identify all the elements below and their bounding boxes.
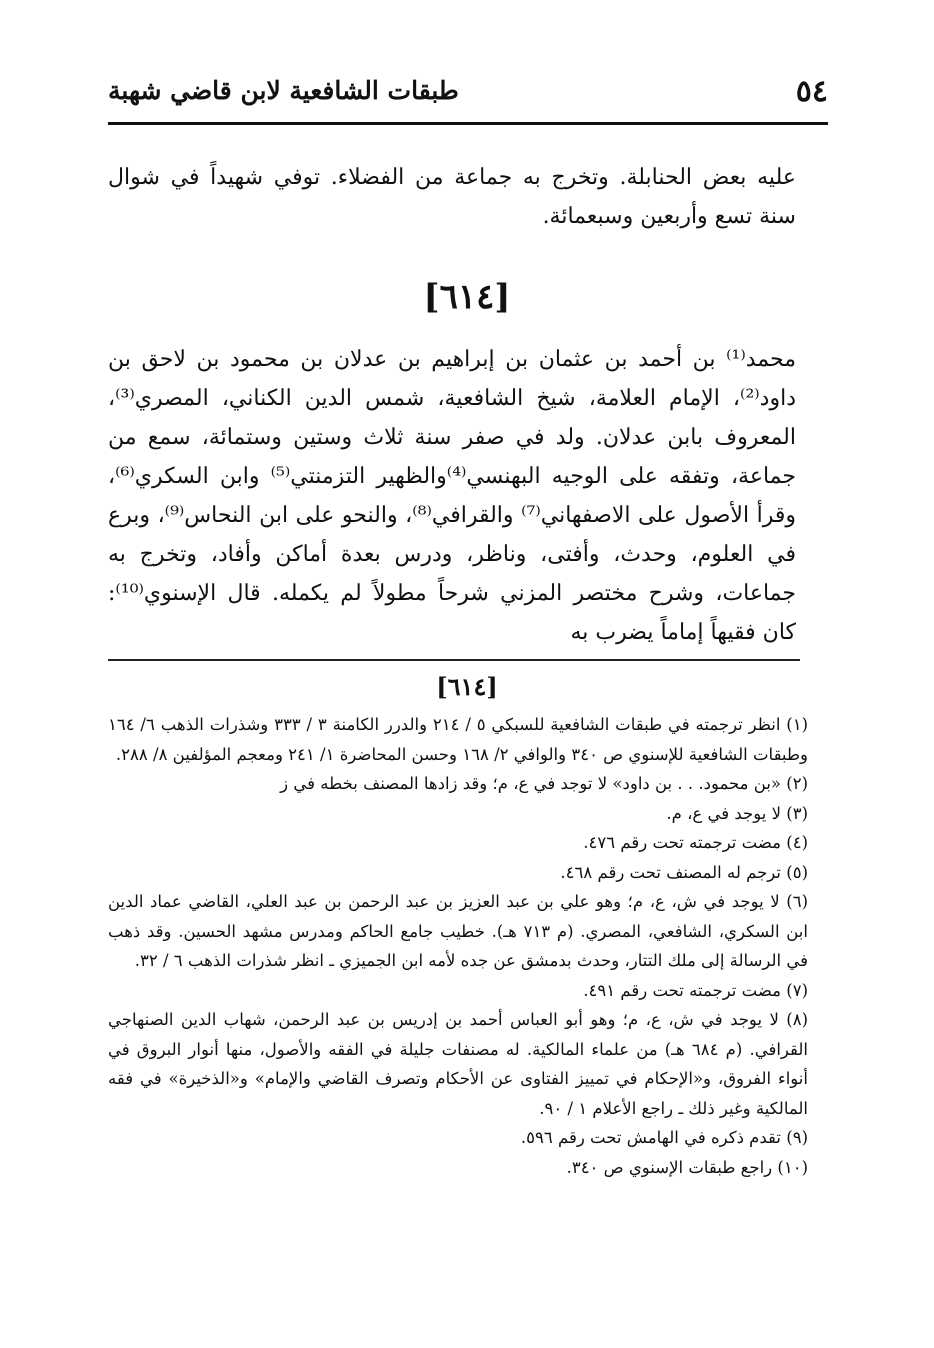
page-number: ٥٤: [795, 74, 828, 109]
footnote-5: (٥) ترجم له المصنف تحت رقم ٤٦٨.: [560, 862, 808, 882]
footnote-7: (٧) مضت ترجمته تحت رقم ٤٩١.: [583, 980, 808, 1000]
footnote-2: (٢) «بن محمود. . . بن داود» لا توجد في ع، م؛ وقد زادها المصنف بخطه في ز: [280, 774, 808, 793]
entry-number: [٦١٤]: [423, 277, 511, 317]
continuation-paragraph: عليه بعض الحنابلة. وتخرج به جماعة من الفضلاء. توفي شهيداً في شوال سنة تسع وأربعين وسبعمائة.: [108, 165, 796, 229]
entry-paragraph: محمد⁽¹⁾ بن أحمد بن عثمان بن إبراهيم بن عدلان بن محمود بن لاحق بن داود⁽²⁾، الإمام العلامة، شيخ الشافعية، شمس الدين الكناني، المصري⁽³⁾، المعروف بابن عدلان. ولد في صفر سنة ثلاث وستين وستمائة، سمع من جماعة، وتفقه على الوجيه البهنسي⁽⁴⁾والظهير التزمنتي⁽⁵⁾ وابن السكري⁽⁶⁾، وقرأ الأصول على الاصفهاني⁽⁷⁾ والقرافي⁽⁸⁾، والنحو على ابن النحاس⁽⁹⁾، وبرع في العلوم، وحدث، وأفتى، وناظر، ودرس بعدة أماكن وأفاد، وتخرج به جماعات، وشرح مختصر المزني شرحاً مطولاً لم يكمله. قال الإسنوي⁽¹⁰⁾: كان فقيهاً إماماً يضرب به: [108, 347, 796, 645]
footnote-10: (١٠) راجع طبقات الإسنوي ص ٣٤٠.: [566, 1157, 808, 1177]
footnote-1: (١) انظر ترجمته في طبقات الشافعية للسبكي ٥ / ٢١٤ والدرر الكامنة ٣ / ٣٣٣ وشذرات الذهب ٦/ ١٦٤ وطبقات الشافعية للإسنوي ص ٣٤٠ والوافي ٢/ ١٦٨ وحسن المحاضرة ١/ ٢٤١ ومعجم المؤلفين ٨/ ٢٨٨.: [108, 715, 808, 764]
header-rule: [108, 122, 828, 125]
running-title: طبقات الشافعية لابن قاضي شهبة: [108, 76, 459, 105]
footnote-9: (٩) تقدم ذكره في الهامش تحت رقم ٥٩٦.: [520, 1128, 808, 1147]
footnote-8: (٨) لا يوجد في ش، ع، م؛ وهو أبو العباس أحمد بن إدريس بن عبد الرحمن، شهاب الدين الصنهاجي القرافي. (م ٦٨٤ هـ) من علماء المالكية. له مصنفات جليلة في الفقه والأصول، منها أنوار البروق في أنواء الفروق، و«الإحكام في تمييز الفتاوى عن الأحكام وتصرف القاضي والإمام» و«الذخيرة» في فقه المالكية وغير ذلك ـ راجع الأعلام ١ / ٩٠.: [108, 1010, 808, 1118]
footnote-4: (٤) مضت ترجمته تحت رقم ٤٧٦.: [583, 833, 808, 852]
footnote-3: (٣) لا يوجد في ع، م.: [666, 803, 808, 823]
footnote-6: (٦) لا يوجد في ش، ع، م؛ وهو علي بن عبد العزيز بن عبد الرحمن بن عبد العلي، القاضي عماد الدين ابن السكري، الشافعي، المصري. (م ٧١٣ هـ). خطيب جامع الحاكم ومدرس مشهد الحسين. وقد ذهب في الرسالة إلى ملك التتار، وحدث بدمشق عن جده لأمه ابن الجميزي ـ انظر شذرات الذهب ٦ / ٣٢.: [108, 892, 808, 970]
footnotes-list: [108, 710, 808, 1182]
footnote-entry-number: [٦١٤]: [436, 672, 498, 701]
footnote-separator: [108, 659, 800, 661]
page-header: [108, 72, 828, 114]
